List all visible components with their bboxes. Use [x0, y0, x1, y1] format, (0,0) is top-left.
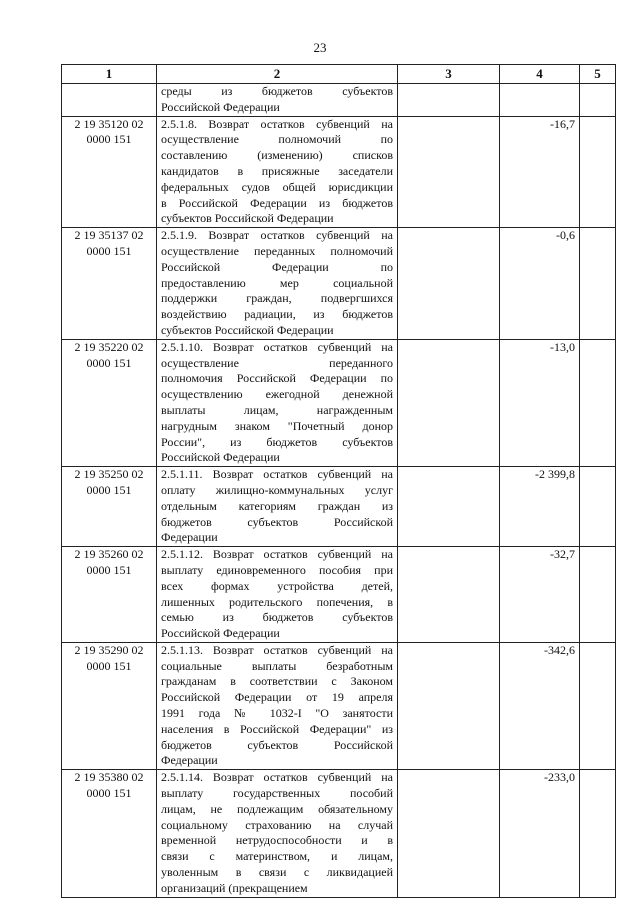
item-name-cell: [157, 467, 398, 547]
item-name-line: нагрудным знаком "Почетный донор: [161, 418, 393, 433]
col5-value-cell: [580, 467, 616, 547]
item-name-line: лишенных родительского попечения, в: [161, 594, 393, 609]
item-name-cell: [157, 642, 398, 769]
budget-code-cell: [62, 339, 157, 466]
item-name-line: бюджетов субъектов Российской: [161, 514, 393, 529]
col3-value-cell: [398, 84, 500, 117]
amount-cell: -233,0: [500, 770, 580, 897]
budget-code-cell: [62, 770, 157, 897]
item-name-line: социальные выплаты безработным: [161, 658, 393, 673]
item-name-line: 1991 года № 1032-I "О занятости: [161, 706, 393, 721]
col3-value-cell: [398, 228, 500, 340]
item-name-line: 2.5.1.10. Возврат остатков субвенций на: [161, 339, 393, 354]
col3-value-cell: [398, 642, 500, 769]
table-row: [62, 547, 616, 643]
budget-code-line: 2 19 35260 02: [74, 547, 144, 562]
item-name-line: осуществление переданного: [161, 355, 393, 370]
item-name-line: 2.5.1.8. Возврат остатков субвенций на: [161, 116, 393, 131]
budget-code-cell: [62, 547, 157, 643]
item-name-line: предоставлению мер социальной: [161, 275, 393, 290]
col5-value-cell: [580, 339, 616, 466]
header-col-4: 4: [500, 65, 580, 84]
amount-cell: -2 399,8: [500, 467, 580, 547]
item-name-line: осуществлению ежегодной денежной: [161, 387, 393, 402]
item-name-line: составлению (изменению) списков: [161, 148, 393, 163]
item-name-line: федеральных судов общей юрисдикции: [161, 179, 393, 194]
budget-code-line: 2 19 35220 02: [74, 339, 144, 354]
budget-code-cell: [62, 642, 157, 769]
header-col-1: 1: [62, 65, 157, 84]
budget-code-line: 0000 151: [86, 482, 132, 497]
item-name-line: Федерации: [161, 530, 218, 545]
budget-code-line: 0000 151: [86, 355, 132, 370]
amount-cell: -13,0: [500, 339, 580, 466]
col5-value-cell: [580, 770, 616, 897]
col3-value-cell: [398, 116, 500, 228]
col5-value-cell: [580, 547, 616, 643]
col3-value-cell: [398, 547, 500, 643]
item-name-cell: [157, 116, 398, 228]
table-row: [62, 116, 616, 228]
item-name-line: 2.5.1.14. Возврат остатков субвенций на: [161, 770, 393, 785]
item-name-cell: [157, 547, 398, 643]
item-name-line: России", из бюджетов субъектов: [161, 434, 393, 449]
item-name-line: в Российской Федерации из бюджетов: [161, 195, 393, 210]
header-col-5: 5: [580, 65, 616, 84]
item-name-line: Российской Федерации: [161, 99, 280, 114]
budget-code-line: 0000 151: [86, 786, 132, 801]
item-name-line: выплату единовременного пособия при: [161, 562, 393, 577]
item-name-line: лицам, не подлежащим обязательному: [161, 801, 393, 816]
budget-code-line: 0000 151: [86, 243, 132, 258]
item-name-line: 2.5.1.9. Возврат остатков субвенций на: [161, 228, 393, 243]
item-name-line: социальному страхованию на случай: [161, 817, 393, 832]
table-row: [62, 228, 616, 340]
item-name-line: 2.5.1.12. Возврат остатков субвенций на: [161, 547, 393, 562]
budget-code-line: 0000 151: [86, 658, 132, 673]
amount-cell: -342,6: [500, 642, 580, 769]
item-name-line: уволенным в связи с ликвидацией: [161, 865, 393, 880]
item-name-cell: [157, 228, 398, 340]
budget-code-line: 2 19 35290 02: [74, 642, 144, 657]
budget-code-line: 0000 151: [86, 562, 132, 577]
budget-code-line: 2 19 35120 02: [74, 116, 144, 131]
item-name-line: бюджетов субъектов Российской: [161, 737, 393, 752]
item-name-line: населения в Российской Федерации" из: [161, 721, 393, 736]
amount-cell: [500, 84, 580, 117]
item-name-line: связи с материнством, и лицам,: [161, 849, 393, 864]
item-name-line: 2.5.1.11. Возврат остатков субвенций на: [161, 467, 393, 482]
item-name-line: Федерации: [161, 753, 218, 768]
item-name-line: выплаты лицам, награжденным: [161, 402, 393, 417]
budget-code-cell: [62, 467, 157, 547]
col5-value-cell: [580, 642, 616, 769]
budget-code-line: 2 19 35380 02: [74, 770, 144, 785]
page-number: 23: [313, 40, 327, 55]
item-name-line: семью из бюджетов субъектов: [161, 610, 393, 625]
item-name-line: гражданам в соответствии с Законом: [161, 674, 393, 689]
header-col-3: 3: [398, 65, 500, 84]
budget-code-line: 2 19 35137 02: [74, 228, 144, 243]
item-name-line: воздействию радиации, из бюджетов: [161, 307, 393, 322]
item-name-line: всех формах устройства детей,: [161, 578, 393, 593]
col5-value-cell: [580, 228, 616, 340]
col3-value-cell: [398, 339, 500, 466]
col5-value-cell: [580, 116, 616, 228]
budget-code-cell: [62, 84, 157, 117]
amount-cell: -0,6: [500, 228, 580, 340]
item-name-line: временной нетрудоспособности и в: [161, 833, 393, 848]
col3-value-cell: [398, 770, 500, 897]
item-name-line: поддержки граждан, подвергшихся: [161, 291, 393, 306]
budget-code-line: 2 19 35250 02: [74, 467, 144, 482]
header-col-2: 2: [157, 65, 398, 84]
item-name-line: оплату жилищно-коммунальных услуг: [161, 482, 393, 497]
budget-code-cell: [62, 116, 157, 228]
item-name-line: Российской Федерации: [161, 626, 280, 641]
item-name-line: Российской Федерации по: [161, 259, 393, 274]
item-name-line: кандидатов в присяжные заседатели: [161, 163, 393, 178]
item-name-line: Российской Федерации от 19 апреля: [161, 690, 393, 705]
amount-cell: -32,7: [500, 547, 580, 643]
item-name-line: организаций (прекращением: [161, 880, 308, 895]
table-row: [62, 770, 616, 897]
table-row: [62, 642, 616, 769]
item-name-line: Российской Федерации: [161, 450, 280, 465]
col3-value-cell: [398, 467, 500, 547]
budget-code-line: 0000 151: [86, 132, 132, 147]
item-name-line: выплату государственных пособий: [161, 786, 393, 801]
item-name-line: 2.5.1.13. Возврат остатков субвенций на: [161, 642, 393, 657]
table-row: [62, 339, 616, 466]
item-name-line: осуществление переданных полномочий: [161, 243, 393, 258]
item-name-line: субъектов Российской Федерации: [161, 322, 334, 337]
item-name-line: субъектов Российской Федерации: [161, 211, 334, 226]
table-row: [62, 84, 616, 117]
budget-table: [61, 64, 616, 898]
item-name-cell: [157, 770, 398, 897]
item-name-line: среды из бюджетов субъектов: [161, 84, 393, 98]
table-row: [62, 467, 616, 547]
item-name-line: отдельным категориям граждан из: [161, 498, 393, 513]
item-name-line: осуществление полномочий по: [161, 132, 393, 147]
item-name-cell: [157, 84, 398, 117]
budget-code-cell: [62, 228, 157, 340]
amount-cell: -16,7: [500, 116, 580, 228]
item-name-line: полномочия Российской Федерации по: [161, 371, 393, 386]
header-row: [62, 65, 616, 84]
item-name-cell: [157, 339, 398, 466]
table-body: [62, 84, 616, 898]
col5-value-cell: [580, 84, 616, 117]
